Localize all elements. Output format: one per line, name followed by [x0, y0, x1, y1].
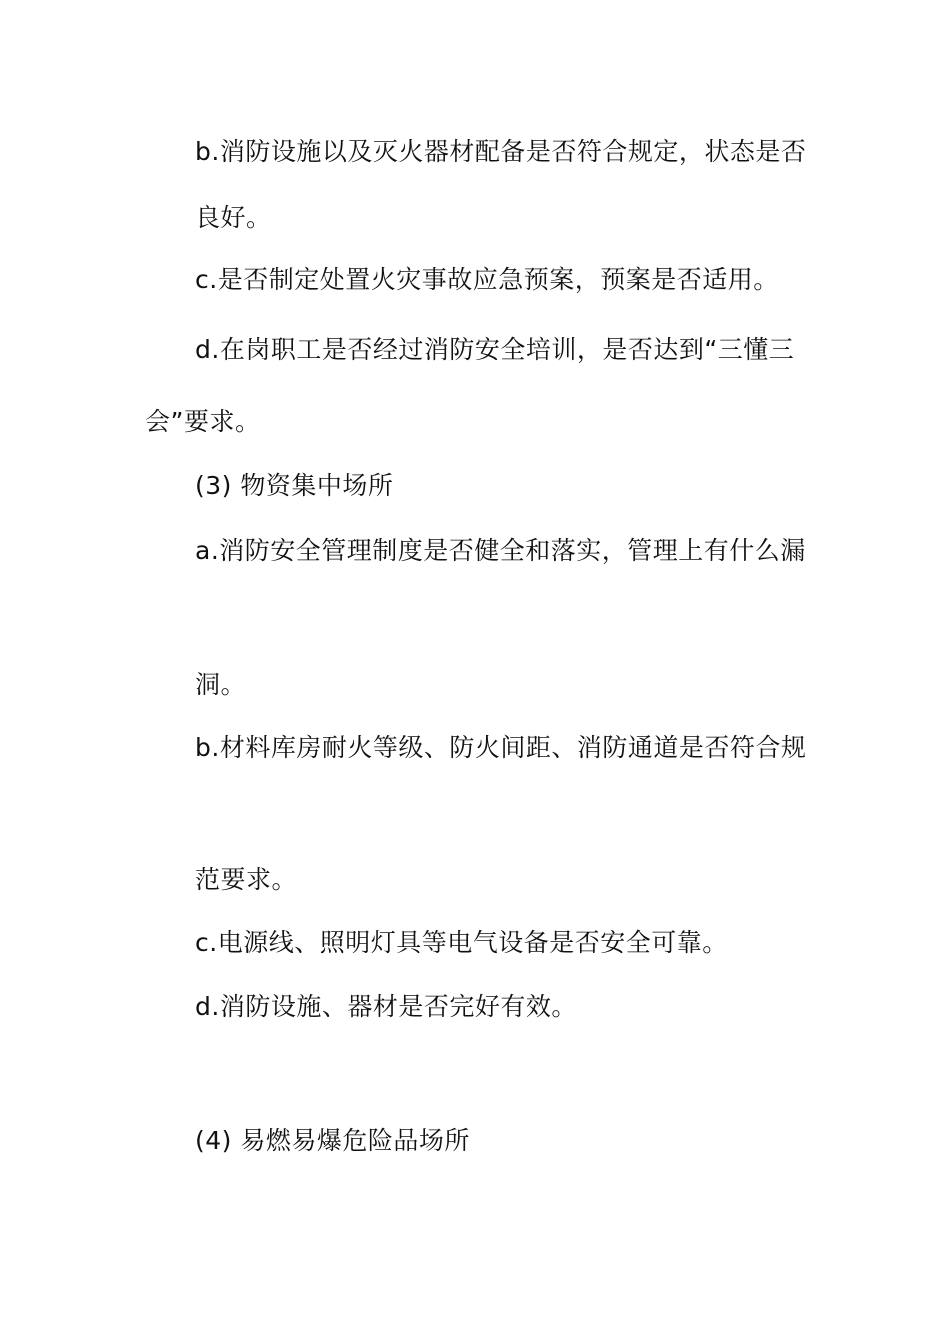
paragraph-line: b.材料库房耐火等级、防火间距、消防通道是否符合规 [195, 733, 807, 762]
section-heading: (3) 物资集中场所 [195, 471, 394, 500]
paragraph-line: d.消防设施、器材是否完好有效。 [195, 992, 577, 1021]
paragraph-line: d.在岗职工是否经过消防安全培训，是否达到“三懂三 [195, 335, 795, 364]
paragraph-line: 范要求。 [195, 865, 298, 894]
paragraph-line: 会”要求。 [145, 407, 261, 436]
paragraph-line: a.消防安全管理制度是否健全和落实，管理上有什么漏 [195, 536, 806, 565]
paragraph-line: 洞。 [195, 670, 247, 699]
paragraph-line: c.是否制定处置火灾事故应急预案，预案是否适用。 [195, 265, 779, 294]
paragraph-line: c.电源线、照明灯具等电气设备是否安全可靠。 [195, 928, 728, 957]
section-heading: (4) 易燃易爆危险品场所 [195, 1126, 470, 1155]
paragraph-line: b.消防设施以及灭火器材配备是否符合规定，状态是否 [195, 137, 807, 166]
paragraph-line: 良好。 [195, 203, 272, 232]
